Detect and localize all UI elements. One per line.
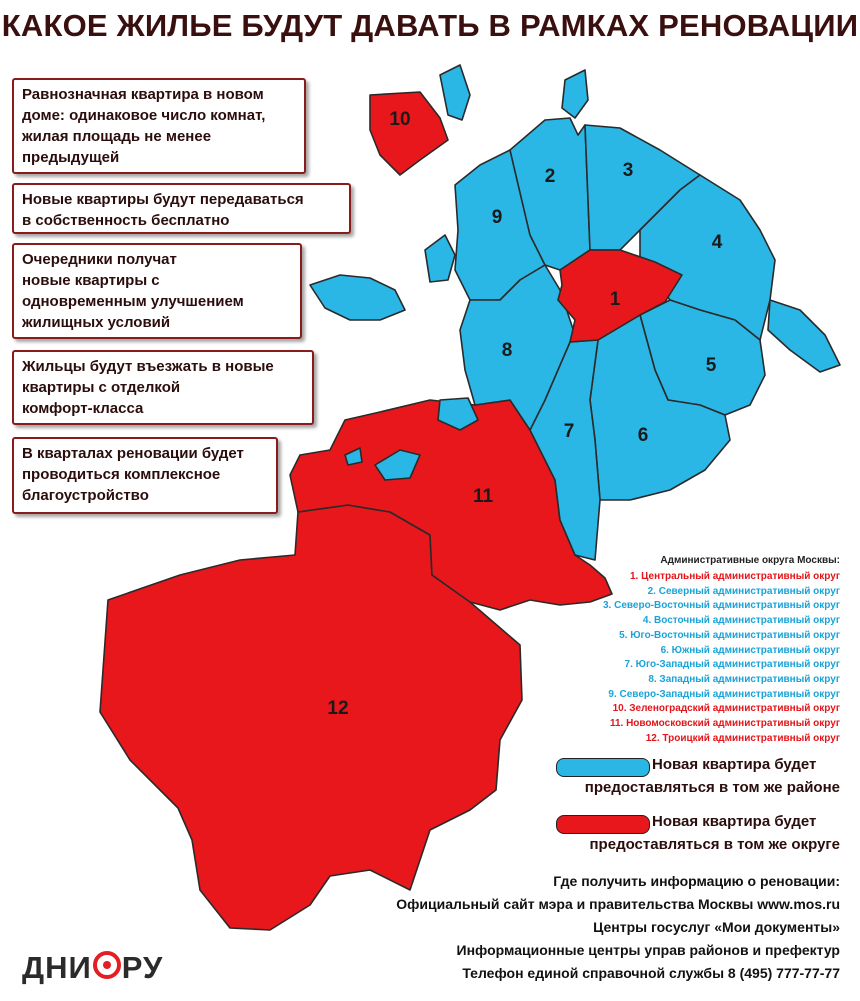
enclave-airport [562, 70, 588, 118]
info-box-2: Новые квартиры будут передаваться в собственность бесплатно [12, 183, 351, 234]
district-label-1: 1 [609, 289, 621, 310]
dniru-logo [22, 950, 163, 986]
district-label-12: 12 [327, 698, 349, 719]
legend-item-8: 8. Западный административный округ [648, 673, 840, 685]
legend-item-12: 12. Троицкий административный округ [645, 732, 840, 744]
district-label-10: 10 [389, 109, 411, 130]
district-label-11: 11 [472, 486, 494, 507]
info-line-website: Официальный сайт мэра и правительства Москвы www.mos.ru [396, 896, 840, 912]
district-10[interactable] [370, 92, 448, 175]
legend-item-7: 7. Юго-Западный административный округ [624, 659, 840, 671]
district-label-2: 2 [544, 166, 556, 187]
district-label-8: 8 [501, 340, 513, 361]
blue-swatch-line1: Новая квартира будет [652, 756, 817, 773]
info-line-prefectures: Информационные центры управ районов и префектур [456, 942, 840, 958]
legend-item-3: 3. Северо-Восточный административный округ [602, 600, 840, 612]
legend-item-6: 6. Южный административный округ [660, 644, 840, 656]
legend-item-10: 10. Зеленоградский административный округ [612, 703, 840, 715]
info-heading: Где получить информацию о реновации: [553, 873, 840, 889]
info-box-3: Очередники получат новые квартиры с одновременным улучшением жилищных условий [12, 243, 302, 339]
district-label-7: 7 [563, 421, 575, 442]
blue-swatch [556, 758, 650, 777]
info-box-1: Равнозначная квартира в новом доме: одинаковое число комнат, жилая площадь не менее предыдущей [12, 78, 306, 174]
district-label-5: 5 [705, 355, 717, 376]
blue-swatch-line2: предоставляться в том же районе [584, 779, 840, 796]
enclave-west-2 [425, 235, 455, 282]
legend-item-11: 11. Новомосковский административный округ [609, 718, 840, 730]
red-swatch-line2: предоставляться в том же округе [589, 836, 840, 853]
legend-item-5: 5. Юго-Восточный административный округ [619, 629, 840, 641]
logo-text-part2: РУ [121, 950, 164, 985]
info-box-5: В кварталах реновации будет проводиться комплексное благоустройство [12, 437, 278, 514]
enclave-north [440, 65, 470, 120]
info-box-4: Жильцы будут въезжать в новые квартиры с отделкой комфорт-класса [12, 350, 314, 425]
district-label-3: 3 [622, 160, 634, 181]
info-line-phone: Телефон единой справочной службы 8 (495) 777-77-77 [462, 965, 840, 981]
logo-target-icon [93, 951, 121, 979]
enclave-east [768, 300, 840, 372]
enclave-west-1 [310, 275, 405, 320]
red-swatch [556, 815, 650, 834]
legend-item-2: 2. Северный административный округ [647, 585, 840, 597]
legend-item-1: 1. Центральный административный округ [629, 571, 840, 582]
legend-item-4: 4. Восточный административный округ [642, 615, 840, 627]
page-title: КАКОЕ ЖИЛЬЕ БУДУТ ДАВАТЬ В РАМКАХ РЕНОВАЦИИ [1, 8, 859, 43]
district-label-4: 4 [711, 232, 723, 253]
district-label-6: 6 [637, 425, 649, 446]
district-label-9: 9 [491, 207, 503, 228]
district-legend [603, 570, 840, 746]
red-swatch-line1: Новая квартира будет [652, 813, 817, 830]
legend-title: Административные округа Москвы: [660, 555, 840, 566]
logo-text-part1: ДНИ [22, 950, 92, 985]
legend-item-9: 9. Северо-Западный административный округ [608, 688, 840, 700]
info-line-centers: Центры госуслуг «Мои документы» [593, 919, 840, 935]
